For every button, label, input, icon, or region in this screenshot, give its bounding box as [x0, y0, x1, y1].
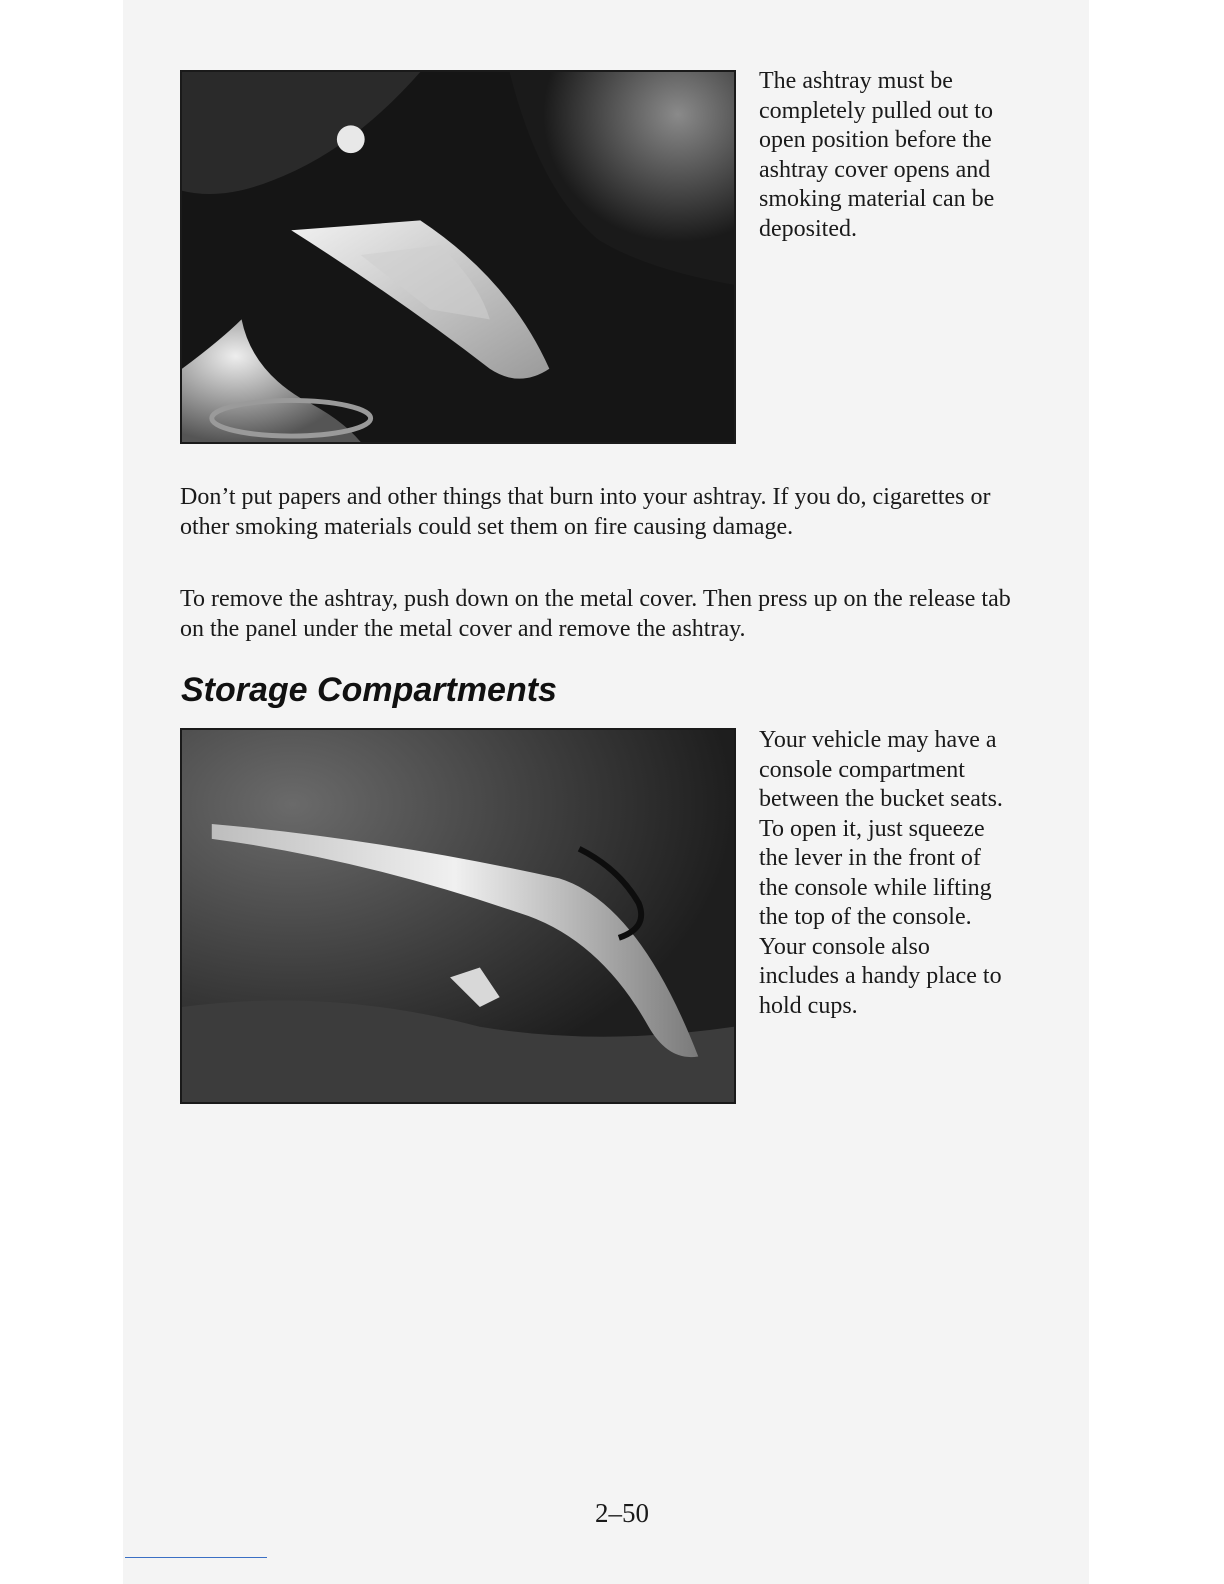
console-illustration	[182, 730, 734, 1102]
bottom-rule	[125, 1557, 267, 1558]
console-photo	[180, 728, 736, 1104]
ashtray-instructions: The ashtray must be completely pulled out to open position before the ashtray cover opens and smoking material can be deposited.	[759, 68, 995, 242]
console-instructions: Your vehicle may have a console compartment between the bucket seats. To open it, just squeeze the lever in the front of the console while lifting the top of the console. Your console also includes a handy place to hold cups.	[759, 727, 1003, 1019]
ashtray-warning-paragraph: Don’t put papers and other things that burn into your ashtray. If you do, cigarettes or other smoking materials could set them on fire causing damage.	[180, 484, 991, 540]
page-number: 2–50	[595, 1498, 649, 1528]
ashtray-photo	[180, 70, 736, 444]
ashtray-illustration	[182, 72, 734, 442]
section-heading: Storage Compartments	[181, 671, 557, 709]
ashtray-removal-paragraph: To remove the ashtray, push down on the metal cover. Then press up on the release tab on the panel under the metal cover and remove the ashtray.	[180, 586, 1011, 642]
